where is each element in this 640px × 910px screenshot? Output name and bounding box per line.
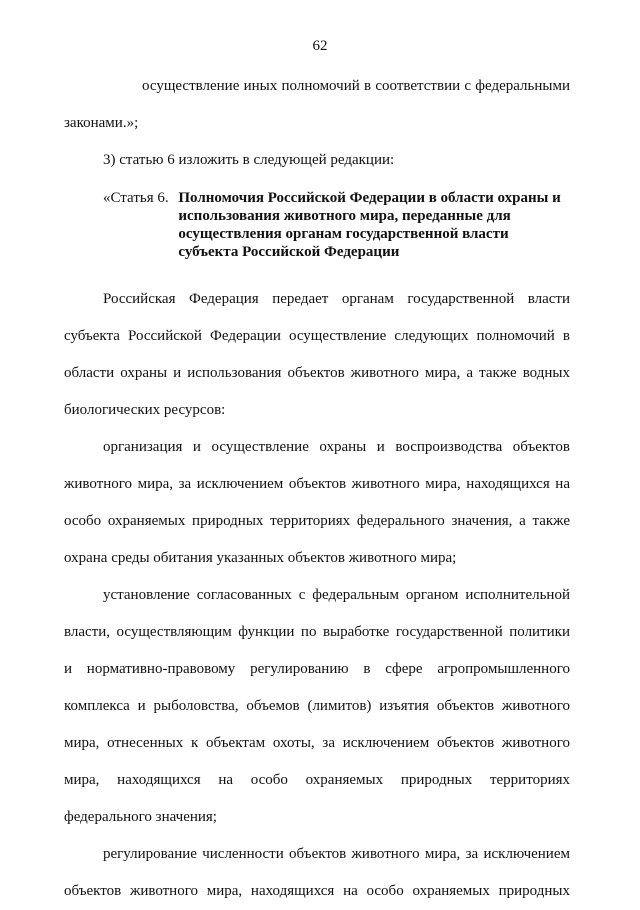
text-line: законами.»; [64, 115, 139, 131]
paragraph-4 [64, 429, 570, 577]
text-line: Российская Федерация передает органам государственной власти [103, 291, 570, 307]
article-title-line: осуществления органам государственной власти [178, 226, 509, 242]
text-line: мира, находящихся на особо охраняемых природных территориях [64, 772, 570, 788]
text-line: и нормативно-правовому регулированию в сфере агропромышленного [64, 661, 570, 677]
article-label: «Статья 6. [103, 190, 173, 206]
paragraph-2 [64, 142, 570, 179]
text-line: 3) статью 6 изложить в следующей редакции: [103, 152, 395, 168]
text-line: власти, осуществляющим функции по выработке государственной политики [64, 624, 570, 640]
article-title [172, 189, 570, 261]
paragraph-5 [64, 577, 570, 836]
text-line: животного мира, за исключением объектов животного мира, находящихся на [64, 476, 570, 492]
text-line: субъекта Российской Федерации осуществление следующих полномочий в [64, 328, 570, 344]
text-line: области охраны и использования объектов животного мира, а также водных [64, 365, 570, 381]
text-line: объектов животного мира, находящихся на особо охраняемых природных [64, 883, 570, 899]
text-line: организация и осуществление охраны и воспроизводства объектов [103, 439, 570, 455]
text-line: установление согласованных с федеральным органом исполнительной [103, 587, 570, 603]
text-line: осуществление иных полномочий в соответствии с федеральными [142, 78, 570, 94]
article-title-line: использования животного мира, переданные для [178, 208, 511, 224]
text-line: охрана среды обитания указанных объектов животного мира; [64, 550, 457, 566]
paragraph-1 [64, 68, 570, 142]
text-line: комплекса и рыболовства, объемов (лимитов) изъятия объектов животного [64, 698, 570, 714]
paragraph-3 [64, 281, 570, 429]
article-title-line: субъекта Российской Федерации [178, 244, 400, 260]
text-line: мира, отнесенных к объектам охоты, за исключением объектов животного [64, 735, 570, 751]
text-line: особо охраняемых природных территориях федерального значения, а также [64, 513, 570, 529]
page-number: 62 [312, 38, 328, 54]
paragraph-6 [64, 836, 570, 910]
article-heading [64, 181, 570, 273]
article-title-line: Полномочия Российской Федерации в области охраны и [178, 190, 561, 206]
text-line: биологических ресурсов: [64, 402, 226, 418]
text-line: федерального значения; [64, 809, 217, 825]
text-line: регулирование численности объектов животного мира, за исключением [103, 846, 570, 862]
document-body [64, 68, 570, 910]
